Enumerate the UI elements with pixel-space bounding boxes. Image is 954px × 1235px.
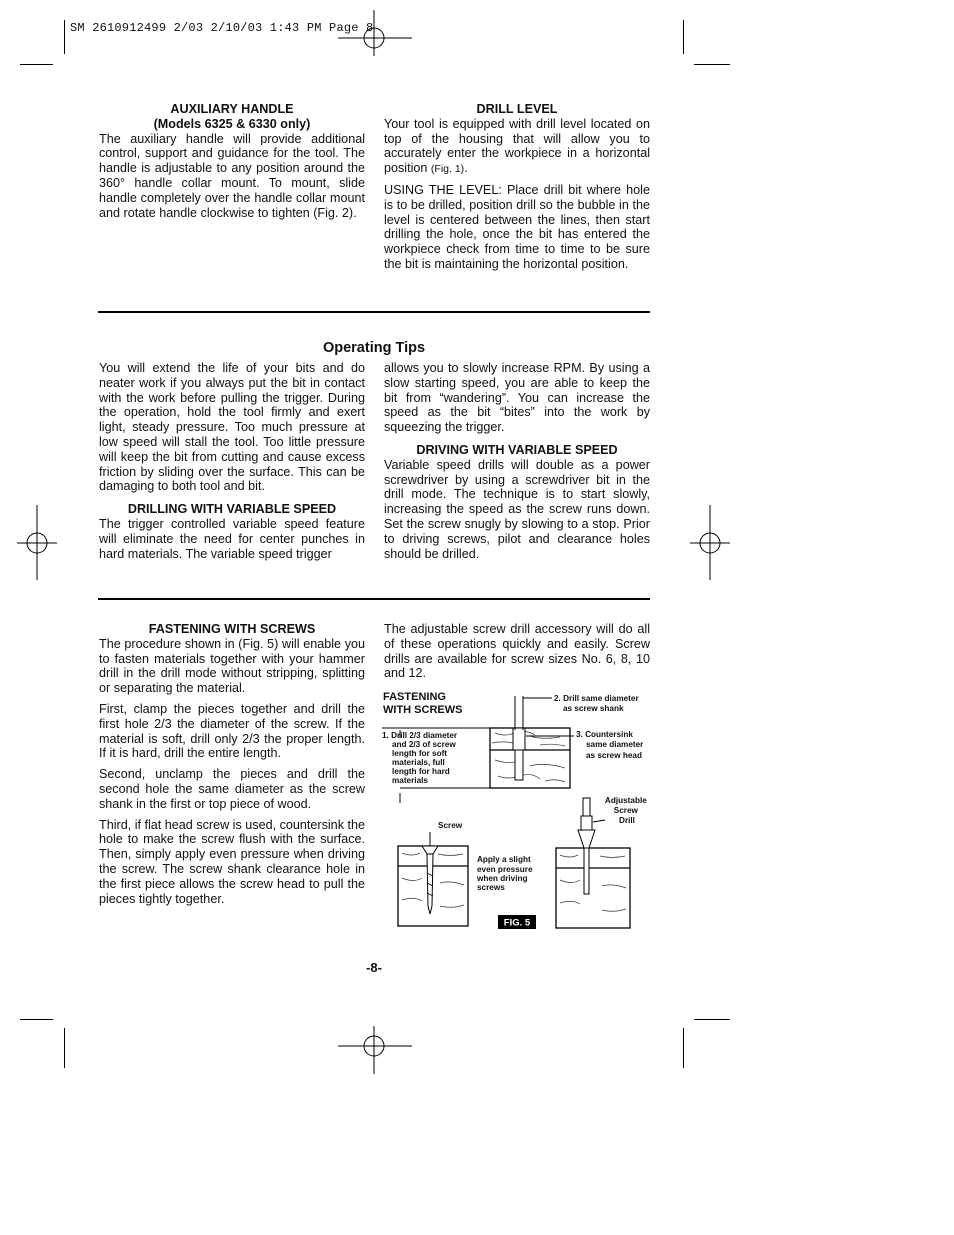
drill-level-body-2: USING THE LEVEL: Place drill bit where hole is to be drilled, position drill so the bubble in the level is centered between the lines, then start drilling the hole, once the bit has entered the workpiece check from time to time to be sure the bit is maintaining the horizontal position. [384, 182, 650, 271]
fastening-heading: FASTENING WITH SCREWS [148, 622, 316, 636]
auxiliary-handle-section [99, 102, 365, 220]
drilling-variable-speed-heading: DRILLING WITH VARIABLE SPEED [127, 502, 337, 517]
step-2-label: 2. Drill same diameter as screw shank [554, 694, 639, 713]
fig-1-reference: (Fig. 1) [430, 163, 465, 176]
operating-tips-intro: You will extend the life of your bits and do neater work if you always put the bit in contact with the work before pulling the trigger. During the operation, hold the tool firmly and exert light, steady pressure. Too much pressure at low speed will stall the tool. Too little pressure will keep the bit from cutting and cause excess friction by sliding over the surface. This can be damaging to both tool and bit. [99, 361, 365, 494]
screw-label: Screw [438, 821, 463, 830]
print-slug: SM 2610912499 2/03 2/10/03 1:43 PM Page 8 [70, 21, 374, 35]
fastening-left-column [99, 622, 365, 906]
operating-tips-right-column [384, 361, 650, 561]
operating-tips-left-column [99, 361, 365, 561]
drill-level-section [384, 102, 650, 272]
fig-5-label: FIG. 5 [503, 917, 531, 929]
fastening-paragraph-1: The procedure shown in (Fig. 5) will enable you to fasten materials together with your hammer drill in the drill mode without stripping, splitting or separating the material. [99, 636, 365, 696]
wood-block-screw [398, 832, 468, 926]
auxiliary-handle-body: The auxiliary handle will provide additional control, support and guidance for the tool. The handle is adjustable to any position around the 360° handle collar mount. To mount, slide handle completely over the handle collar mount and rotate handle clockwise to tighten (Fig. 2). [99, 131, 365, 220]
drilling-variable-speed-body: The trigger controlled variable speed feature will eliminate the need for center punches in hard materials. The variable speed trigger [99, 516, 365, 561]
wood-block-top [490, 728, 570, 788]
step-2-indicator [515, 696, 552, 730]
fastening-paragraph-5: The adjustable screw drill accessory will do all of these operations quickly and easily. Screw drills are available for screw sizes No. 6, 8, 10 and 12. [384, 622, 650, 681]
auxiliary-handle-heading: AUXILIARY HANDLE [170, 102, 294, 116]
operating-tips-title: Operating Tips [322, 340, 426, 356]
fig-5-diagram [380, 688, 655, 933]
fastening-right-column [384, 622, 650, 681]
fig-title-line-2: WITH SCREWS [383, 704, 463, 716]
driving-variable-speed-body: Variable speed drills will double as a power screwdriver by using a screwdriver bit in the drill mode. The technique is to start slowly, increasing the speed as the screw runs down. Set the screw snugly by slowing to a stop. Prior to driving screws, pilot and clearance holes should be drilled. [384, 457, 650, 561]
drill-level-heading: DRILL LEVEL [476, 102, 558, 116]
fastening-paragraph-3: Second, unclamp the pieces and drill the second hole the same diameter as the screw shank in the first or top piece of wood. [99, 767, 365, 811]
page-number: -8- [366, 960, 382, 975]
auxiliary-handle-subheading: (Models 6325 & 6330 only) [153, 116, 311, 131]
step-3-label: 3. Countersink same diameter as screw head [576, 730, 644, 760]
adjustable-drill-label: Adjustable Screw Drill [604, 796, 647, 825]
drill-level-body-1: Your tool is equipped with drill level located on top of the housing that will allow you to accurately enter the workpiece in a horizontal position (Fig. 1). [384, 116, 650, 176]
step-1-label: 1. Drill 2/3 diameter and 2/3 of screw length for soft materials, full length for hard materials [382, 731, 458, 785]
driving-variable-speed-heading: DRIVING WITH VARIABLE SPEED [416, 442, 618, 457]
drilling-variable-speed-continued: allows you to slowly increase RPM. By using a slow starting speed, you are able to keep the bit from “wandering”. You can increase the speed as the bit “bites” into the work by squeezing the trigger. [384, 361, 650, 435]
fig-title-line-1: FASTENING [383, 691, 446, 703]
pressure-label: Apply a slight even pressure when driving screws [477, 855, 533, 892]
section-divider-2 [98, 598, 650, 600]
fastening-paragraph-4: Third, if flat head screw is used, countersink the hole to make the screw flush with the surface. Then, simply apply even pressure when driving the screw. The screw shank clearance hole in the first piece allows the screw head to pull the pieces tightly together. [99, 817, 365, 906]
fastening-paragraph-2: First, clamp the pieces together and drill the first hole 2/3 the diameter of the screw. If the material is soft, drill only 2/3 the proper length. If it is hard, drill the entire length. [99, 701, 365, 761]
section-divider-1 [98, 311, 650, 313]
